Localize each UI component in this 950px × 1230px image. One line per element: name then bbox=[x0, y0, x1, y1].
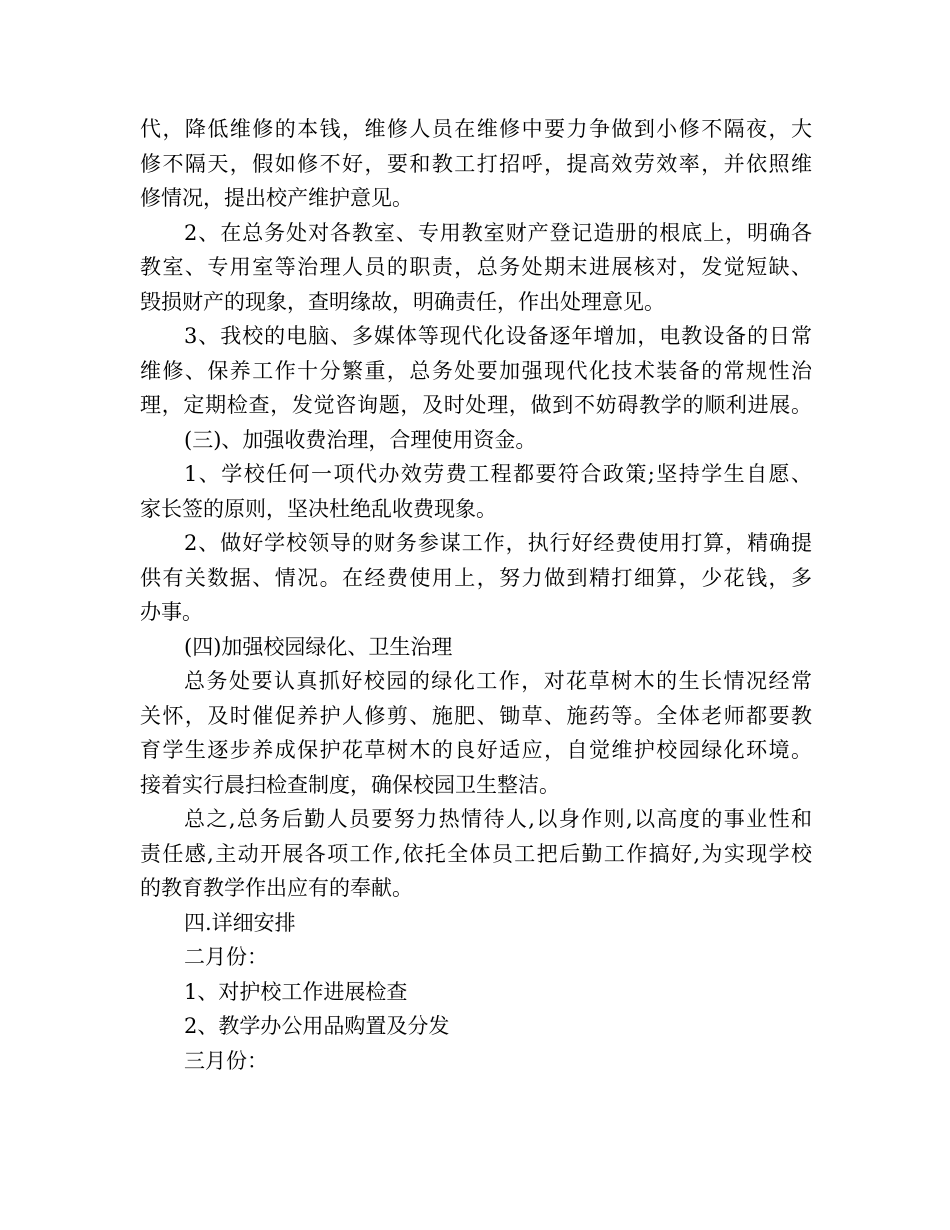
text-line: 1、学校任何一项代办效劳费工程都要符合政策;坚持学生自愿、 bbox=[184, 462, 812, 486]
text-line: (四)加强校园绿化、卫生治理 bbox=[184, 634, 453, 659]
text-line: 1、对护校工作进展检查 bbox=[184, 979, 408, 1004]
text-line: (三)、加强收费治理，合理使用资金。 bbox=[184, 427, 537, 452]
document-page bbox=[140, 112, 812, 1078]
text-line: 2、教学办公用品购置及分发 bbox=[184, 1014, 450, 1038]
text-line: 家长签的原则，坚决杜绝乱收费现象。 bbox=[140, 496, 497, 521]
text-line: 的教育教学作出应有的奉献。 bbox=[140, 876, 413, 900]
text-line: 三月份： bbox=[184, 1048, 268, 1073]
text-line: 总务处要认真抓好校园的绿化工作，对花草树木的生长情况经常 bbox=[184, 669, 812, 693]
text-line: 二月份： bbox=[184, 945, 268, 969]
text-line: 育学生逐步养成保护花草树木的良好适应，自觉维护校园绿化环境。 bbox=[140, 738, 812, 762]
text-line: 代，降低维修的本钱，维修人员在维修中要力争做到小修不隔夜，大 bbox=[140, 117, 812, 141]
text-line: 办事。 bbox=[140, 600, 203, 624]
text-line: 四.详细安排 bbox=[184, 910, 296, 935]
text-line: 修情况，提出校产维护意见。 bbox=[140, 186, 413, 210]
text-line: 教室、专用室等治理人员的职责，总务处期末进展核对，发觉短缺、 bbox=[140, 255, 812, 279]
text-line: 理，定期检查，发觉咨询题，及时处理，做到不妨碍教学的顺利进展。 bbox=[140, 393, 812, 417]
text-line: 供有关数据、情况。在经费使用上，努力做到精打细算，少花钱，多 bbox=[140, 565, 812, 590]
text-line: 毁损财产的现象，查明缘故，明确责任，作出处理意见。 bbox=[140, 289, 665, 314]
text-line: 关怀，及时催促养护人修剪、施肥、锄草、施药等。全体老师都要教 bbox=[140, 703, 812, 728]
text-line: 2、在总务处对各教室、专用教室财产登记造册的根底上，明确各 bbox=[184, 220, 812, 245]
text-line: 接着实行晨扫检查制度，确保校园卫生整洁。 bbox=[140, 772, 560, 797]
text-line: 修不隔天，假如修不好，要和教工打招呼，提高效劳效率，并依照维 bbox=[140, 151, 812, 176]
text-line: 维修、保养工作十分繁重，总务处要加强现代化技术装备的常规性治 bbox=[140, 358, 812, 383]
text-line: 3、我校的电脑、多媒体等现代化设备逐年增加，电教设备的日常 bbox=[184, 324, 812, 348]
text-line: 责任感,主动开展各项工作,依托全体员工把后勤工作搞好,为实现学校 bbox=[140, 841, 812, 866]
text-line: 2、做好学校领导的财务参谋工作，执行好经费使用打算，精确提 bbox=[184, 531, 812, 555]
text-line: 总之,总务后勤人员要努力热情待人,以身作则,以高度的事业性和 bbox=[184, 807, 812, 831]
